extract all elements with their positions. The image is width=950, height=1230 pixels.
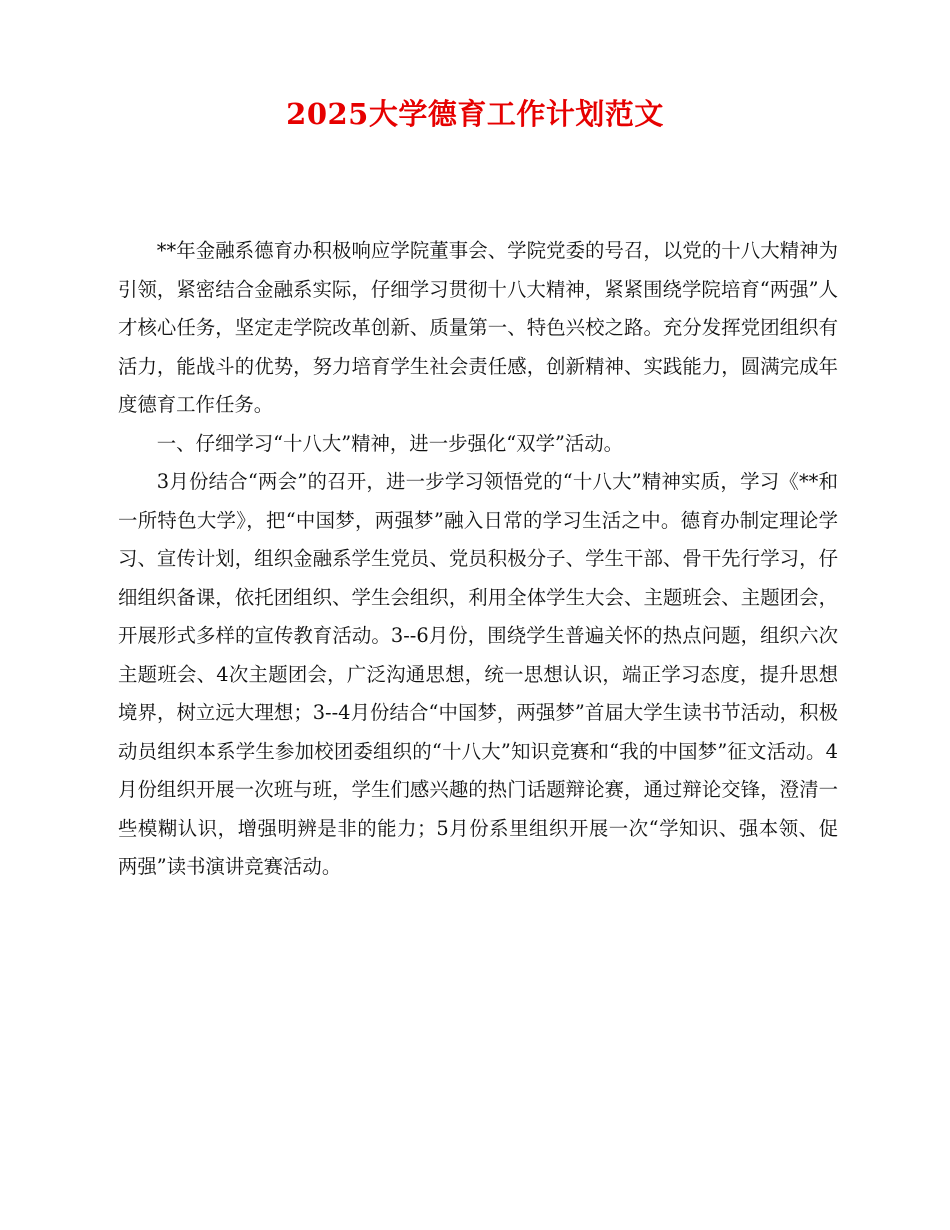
document-title: 2025大学德育工作计划范文 (286, 97, 664, 131)
paragraph-intro: **年金融系德育办积极响应学院董事会、学院党委的号召，以党的十八大精神为引领，紧密结合金融系实际，仔细学习贯彻十八大精神，紧紧围绕学院培育“两强”人才核心任务，坚定走学院改革创新、质量第一、特色兴校之路。充分发挥党团组织有活力，能战斗的优势，努力培育学生社会责任感，创新精神、实践能力，圆满完成年度德育工作任务。 (118, 239, 838, 416)
paragraph-section-heading: 一、仔细学习“十八大”精神，进一步强化“双学”活动。 (156, 431, 624, 455)
document-body (118, 232, 838, 887)
paragraph-march-activities: 3月份结合“两会”的召开，进一步学习领悟党的“十八大”精神实质，学习《**和一所特色大学》，把“中国梦，两强梦”融入日常的学习生活之中。德育办制定理论学习、宣传计划，组织金融系学生党员、党员积极分子、学生干部、骨干先行学习，仔细组织备课，依托团组织、学生会组织，利用全体学生大会、主题班会、主题团会，开展形式多样的宣传教育活动。3--6月份，围绕学生普遍关怀的热点问题，组织六次主题班会、4次主题团会，广泛沟通思想，统一思想认识，端正学习态度，提升思想境界，树立远大理想；3--4月份结合“中国梦，两强梦”首届大学生读书节活动，积极动员组织本系学生参加校团委组织的“十八大”知识竞赛和“我的中国梦”征文活动。4月份组织开展一次班与班，学生们感兴趣的热门话题辩论赛，通过辩论交锋，澄清一些模糊认识，增强明辨是非的能力；5月份系里组织开展一次“学知识、强本领、促两强”读书演讲竞赛活动。 (118, 470, 838, 878)
